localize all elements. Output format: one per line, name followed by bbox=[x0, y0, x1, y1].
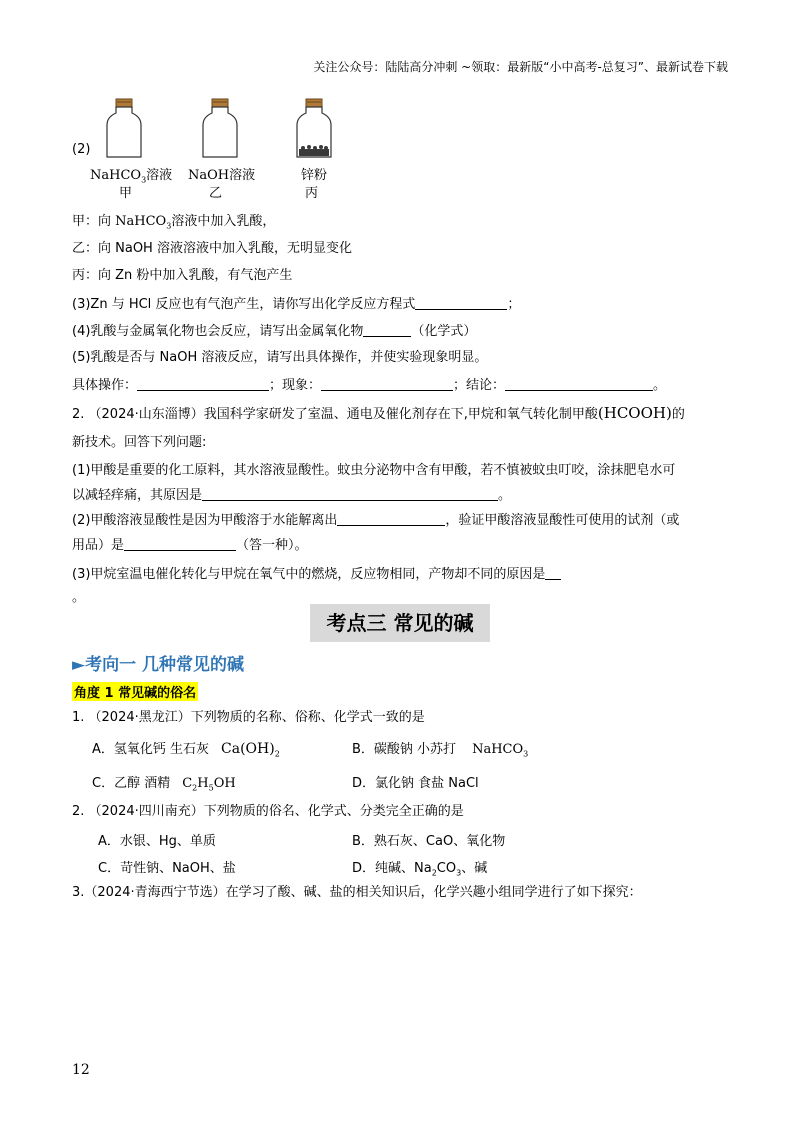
q2b-option-a[interactable]: A．水银、Hg、单质 bbox=[98, 834, 216, 849]
answer-blank[interactable] bbox=[202, 486, 498, 501]
q2-part1-b: 以减轻痒痛，其原因是 。 bbox=[72, 488, 512, 503]
bottle-jia-caption: NaHCO$_3$溶液 bbox=[90, 168, 173, 185]
page-number: 12 bbox=[72, 1062, 90, 1078]
line-bing: 丙：向 Zn 粉中加入乳酸，有气泡产生 bbox=[72, 268, 293, 283]
line-jia: 甲：向 NaHCO$_3$溶液中加入乳酸， bbox=[72, 214, 276, 231]
answer-blank[interactable] bbox=[545, 565, 561, 580]
question-5: (5)乳酸是否与 NaOH 溶液反应，请写出具体操作，并使实验现象明显。 bbox=[72, 350, 488, 365]
q2-part2-a: (2)甲酸溶液显酸性是因为甲酸溶于水能解离出 ，验证甲酸溶液显酸性可使用的试剂（或 bbox=[72, 513, 680, 528]
line-yi: 乙：向 NaOH 溶液溶液中加入乳酸，无明显变化 bbox=[72, 241, 352, 256]
section-title: 考点三 常见的碱 bbox=[310, 604, 490, 642]
bottle-bing-caption: 锌粉 bbox=[301, 168, 328, 183]
q2b-option-c[interactable]: C．苛性钠、NaOH、盐 bbox=[98, 861, 236, 876]
bottle-yi-tag: 乙 bbox=[209, 186, 223, 201]
q1-option-d[interactable]: D．氯化钠 食盐 NaCl bbox=[352, 776, 479, 791]
bottle-yi-caption: NaOH溶液 bbox=[188, 168, 256, 183]
question-4: (4)乳酸与金属氧化物也会反应，请写出金属氧化物 （化学式） bbox=[72, 324, 477, 339]
q2-part3-end: 。 bbox=[72, 590, 86, 605]
q3-stem: 3.（2024·青海西宁节选）在学习了酸、碱、盐的相关知识后，化学兴趣小组同学进行了如下探究： bbox=[72, 885, 642, 900]
q2b-option-b[interactable]: B．熟石灰、CaO、氧化物 bbox=[352, 834, 506, 849]
bottle-yi-icon bbox=[200, 97, 240, 161]
q1-option-c[interactable]: C．乙醇 酒精 $C_2H_5OH$ bbox=[92, 776, 236, 793]
bottle-jia-tag: 甲 bbox=[119, 186, 133, 201]
direction-heading: ►考向一 几种常见的碱 bbox=[72, 655, 244, 675]
conclusion-blank[interactable] bbox=[505, 376, 653, 391]
bottle-jia-icon bbox=[104, 97, 144, 161]
q2b-stem: 2. （2024·四川南充）下列物质的俗名、化学式、分类完全正确的是 bbox=[72, 804, 464, 819]
angle-heading: 角度 1 常见碱的俗名 bbox=[72, 682, 198, 701]
question-3: (3)Zn 与 HCl 反应也有气泡产生，请你写出化学反应方程式 ； bbox=[72, 297, 521, 312]
bottle-bing-icon bbox=[294, 97, 334, 161]
bottle-bing-tag: 丙 bbox=[305, 186, 319, 201]
figure-label: (2) bbox=[72, 142, 91, 157]
question-5-answers: 具体操作： ；现象： ；结论： 。 bbox=[72, 378, 667, 393]
phenomenon-blank[interactable] bbox=[321, 376, 453, 391]
q2-part1-a: (1)甲酸是重要的化工原料，其水溶液显酸性。蚊虫分泌物中含有甲酸，若不慎被蚊虫叮咬，涂抹肥皂水可 bbox=[72, 463, 676, 478]
q1-stem: 1. （2024·黑龙江）下列物质的名称、俗称、化学式一致的是 bbox=[72, 710, 425, 725]
answer-blank[interactable] bbox=[363, 322, 411, 337]
operation-blank[interactable] bbox=[137, 376, 269, 391]
answer-blank[interactable] bbox=[337, 511, 445, 526]
q2-stem-line2: 新技术。回答下列问题: bbox=[72, 435, 207, 450]
q2b-option-d[interactable]: D．纯碱、$Na_2CO_3$、碱 bbox=[352, 861, 488, 878]
q1-option-a[interactable]: A．氢氧化钙 生石灰 $Ca(OH)_2$ bbox=[92, 741, 280, 759]
q1-option-b[interactable]: B．碳酸钠 小苏打 NaHCO$_3$ bbox=[352, 742, 529, 759]
page-header: 关注公众号：陆陆高分冲刺 ~领取：最新版“小中高考-总复习”、最新试卷下载 bbox=[313, 60, 728, 74]
answer-blank[interactable] bbox=[415, 295, 507, 310]
q2-part2-b: 用品）是 （答一种）。 bbox=[72, 538, 308, 553]
answer-blank[interactable] bbox=[124, 536, 236, 551]
q2-stem-line1: 2. （2024·山东淄博）我国科学家研发了室温、通电及催化剂存在下,甲烷和氧气转化制甲酸(HCOOH)的 bbox=[72, 404, 685, 422]
q2-part3: (3)甲烷室温电催化转化与甲烷在氧气中的燃烧，反应物相同，产物却不同的原因是 bbox=[72, 565, 561, 584]
